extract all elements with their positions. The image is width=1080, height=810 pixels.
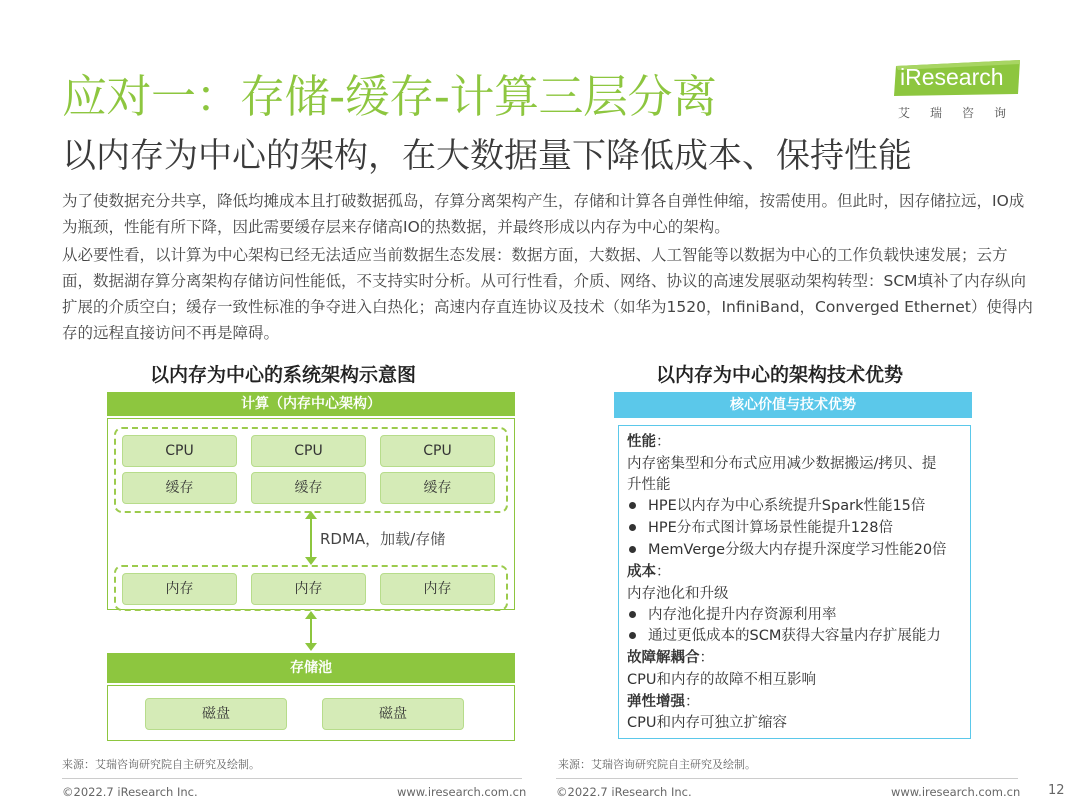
page-number: 12: [1048, 783, 1065, 798]
page-title: 应对一：存储-缓存-计算三层分离: [62, 70, 717, 123]
cost-desc: 内存池化和升级: [627, 586, 729, 602]
rdma-arrow-down-icon: [305, 557, 317, 565]
perf-heading-row: [627, 432, 671, 453]
bullet-icon: [629, 502, 636, 509]
perf-desc-line1: 内存密集型和分布式应用减少数据搬运/拷贝、提: [627, 456, 937, 472]
storage-pool-bar: 存储池: [107, 653, 515, 683]
analysis-paragraph: 从必要性看，以计算为中心架构已经无法适应当前数据生态发展：数据方面，大数据、人工智能等以数据为中心的工作负载快速发展；云方面，数据湖存算分离架构存储访问性能低，不支持实时分析。从可行性看，介质、网络、协议的高速发展驱动架构转型：SCM填补了内存纵向扩展的介质空白；缓存一致性标准的争夺进入白热化；高速内存直连协议及技术（如华为1520，InfiniBand，Converged Ethernet）使得内存的远程直接访问不再是障碍。: [62, 246, 1033, 342]
elastic-heading-row: [627, 692, 700, 713]
logo-chinese-text: 艾瑞咨询: [898, 106, 1027, 120]
footer-divider-right: [556, 778, 1018, 779]
rdma-label: RDMA，加载/存储: [320, 530, 446, 548]
heading-suffix: ：: [685, 694, 700, 710]
bullet-icon: [629, 632, 636, 639]
heading-suffix: ：: [656, 434, 671, 450]
perf-bullet: MemVerge分级大内存提升深度学习性能20倍: [627, 540, 947, 561]
cpu-chip: CPU: [251, 435, 366, 467]
advantages-box: [618, 425, 971, 739]
fault-heading: 故障解耦合: [627, 650, 700, 666]
perf-bullet: HPE以内存为中心系统提升Spark性能15倍: [627, 496, 925, 517]
perf-heading: 性能: [627, 434, 656, 450]
fault-desc: CPU和内存的故障不相互影响: [627, 672, 816, 688]
iresearch-logo: [894, 58, 1027, 124]
memory-chip: 内存: [380, 573, 495, 605]
disk-chip: 磁盘: [322, 698, 464, 730]
footer-url-right[interactable]: www.iresearch.com.cn: [891, 785, 1021, 799]
page-subtitle: 以内存为中心的架构，在大数据量下降低成本、保持性能: [62, 136, 912, 176]
intro-paragraph: 为了使数据充分共享，降低均摊成本且打破数据孤岛，存算分离架构产生，存储和计算各自弹性伸缩，按需使用。但此时，因存储拉远，IO成为瓶颈，性能有所下降，因此需要缓存层来存储高IO的热数据，并最终形成以内存为中心的架构。: [62, 192, 1025, 236]
disk-chip: 磁盘: [145, 698, 287, 730]
perf-bullet: HPE分布式图计算场景性能提升128倍: [627, 518, 893, 539]
footer-copyright-right: ©2022.7 iResearch Inc.: [556, 785, 692, 799]
footer-url-left[interactable]: www.iresearch.com.cn: [397, 785, 527, 799]
cpu-chip: CPU: [122, 435, 237, 467]
cost-bullet: 内存池化提升内存资源利用率: [627, 605, 837, 626]
right-source-note: 来源：艾瑞咨询研究院自主研究及绘制。: [558, 758, 756, 771]
perf-desc-line2: 升性能: [627, 477, 671, 493]
cost-heading-row: [627, 562, 671, 583]
storage-arrow-down-icon: [305, 643, 317, 651]
cpu-chip: CPU: [380, 435, 495, 467]
cache-chip: 缓存: [122, 472, 237, 504]
heading-suffix: ：: [656, 564, 671, 580]
rdma-arrow-line: [310, 518, 312, 558]
cost-bullet: 通过更低成本的SCM获得大容量内存扩展能力: [627, 626, 941, 647]
core-value-header: 核心价值与技术优势: [614, 392, 972, 418]
heading-suffix: ：: [699, 650, 714, 666]
bullet-icon: [629, 611, 636, 618]
bullet-icon: [629, 546, 636, 553]
cache-chip: 缓存: [380, 472, 495, 504]
compute-header-bar: 计算（内存中心架构）: [107, 392, 515, 416]
elastic-desc: CPU和内存可独立扩缩容: [627, 715, 787, 731]
cost-heading: 成本: [627, 564, 656, 580]
footer-divider-left: [62, 778, 522, 779]
bullet-icon: [629, 524, 636, 531]
left-diagram-title: 以内存为中心的系统架构示意图: [150, 364, 417, 386]
storage-arrow-line: [310, 618, 312, 644]
memory-chip: 内存: [251, 573, 366, 605]
right-panel-title: 以内存为中心的架构技术优势: [656, 364, 904, 386]
footer-copyright-left: ©2022.7 iResearch Inc.: [62, 785, 198, 799]
memory-chip: 内存: [122, 573, 237, 605]
cache-chip: 缓存: [251, 472, 366, 504]
elastic-heading: 弹性增强: [627, 694, 685, 710]
fault-heading-row: [627, 648, 714, 669]
logo-brand-text: iResearch: [900, 64, 1004, 90]
left-source-note: 来源：艾瑞咨询研究院自主研究及绘制。: [62, 758, 260, 771]
